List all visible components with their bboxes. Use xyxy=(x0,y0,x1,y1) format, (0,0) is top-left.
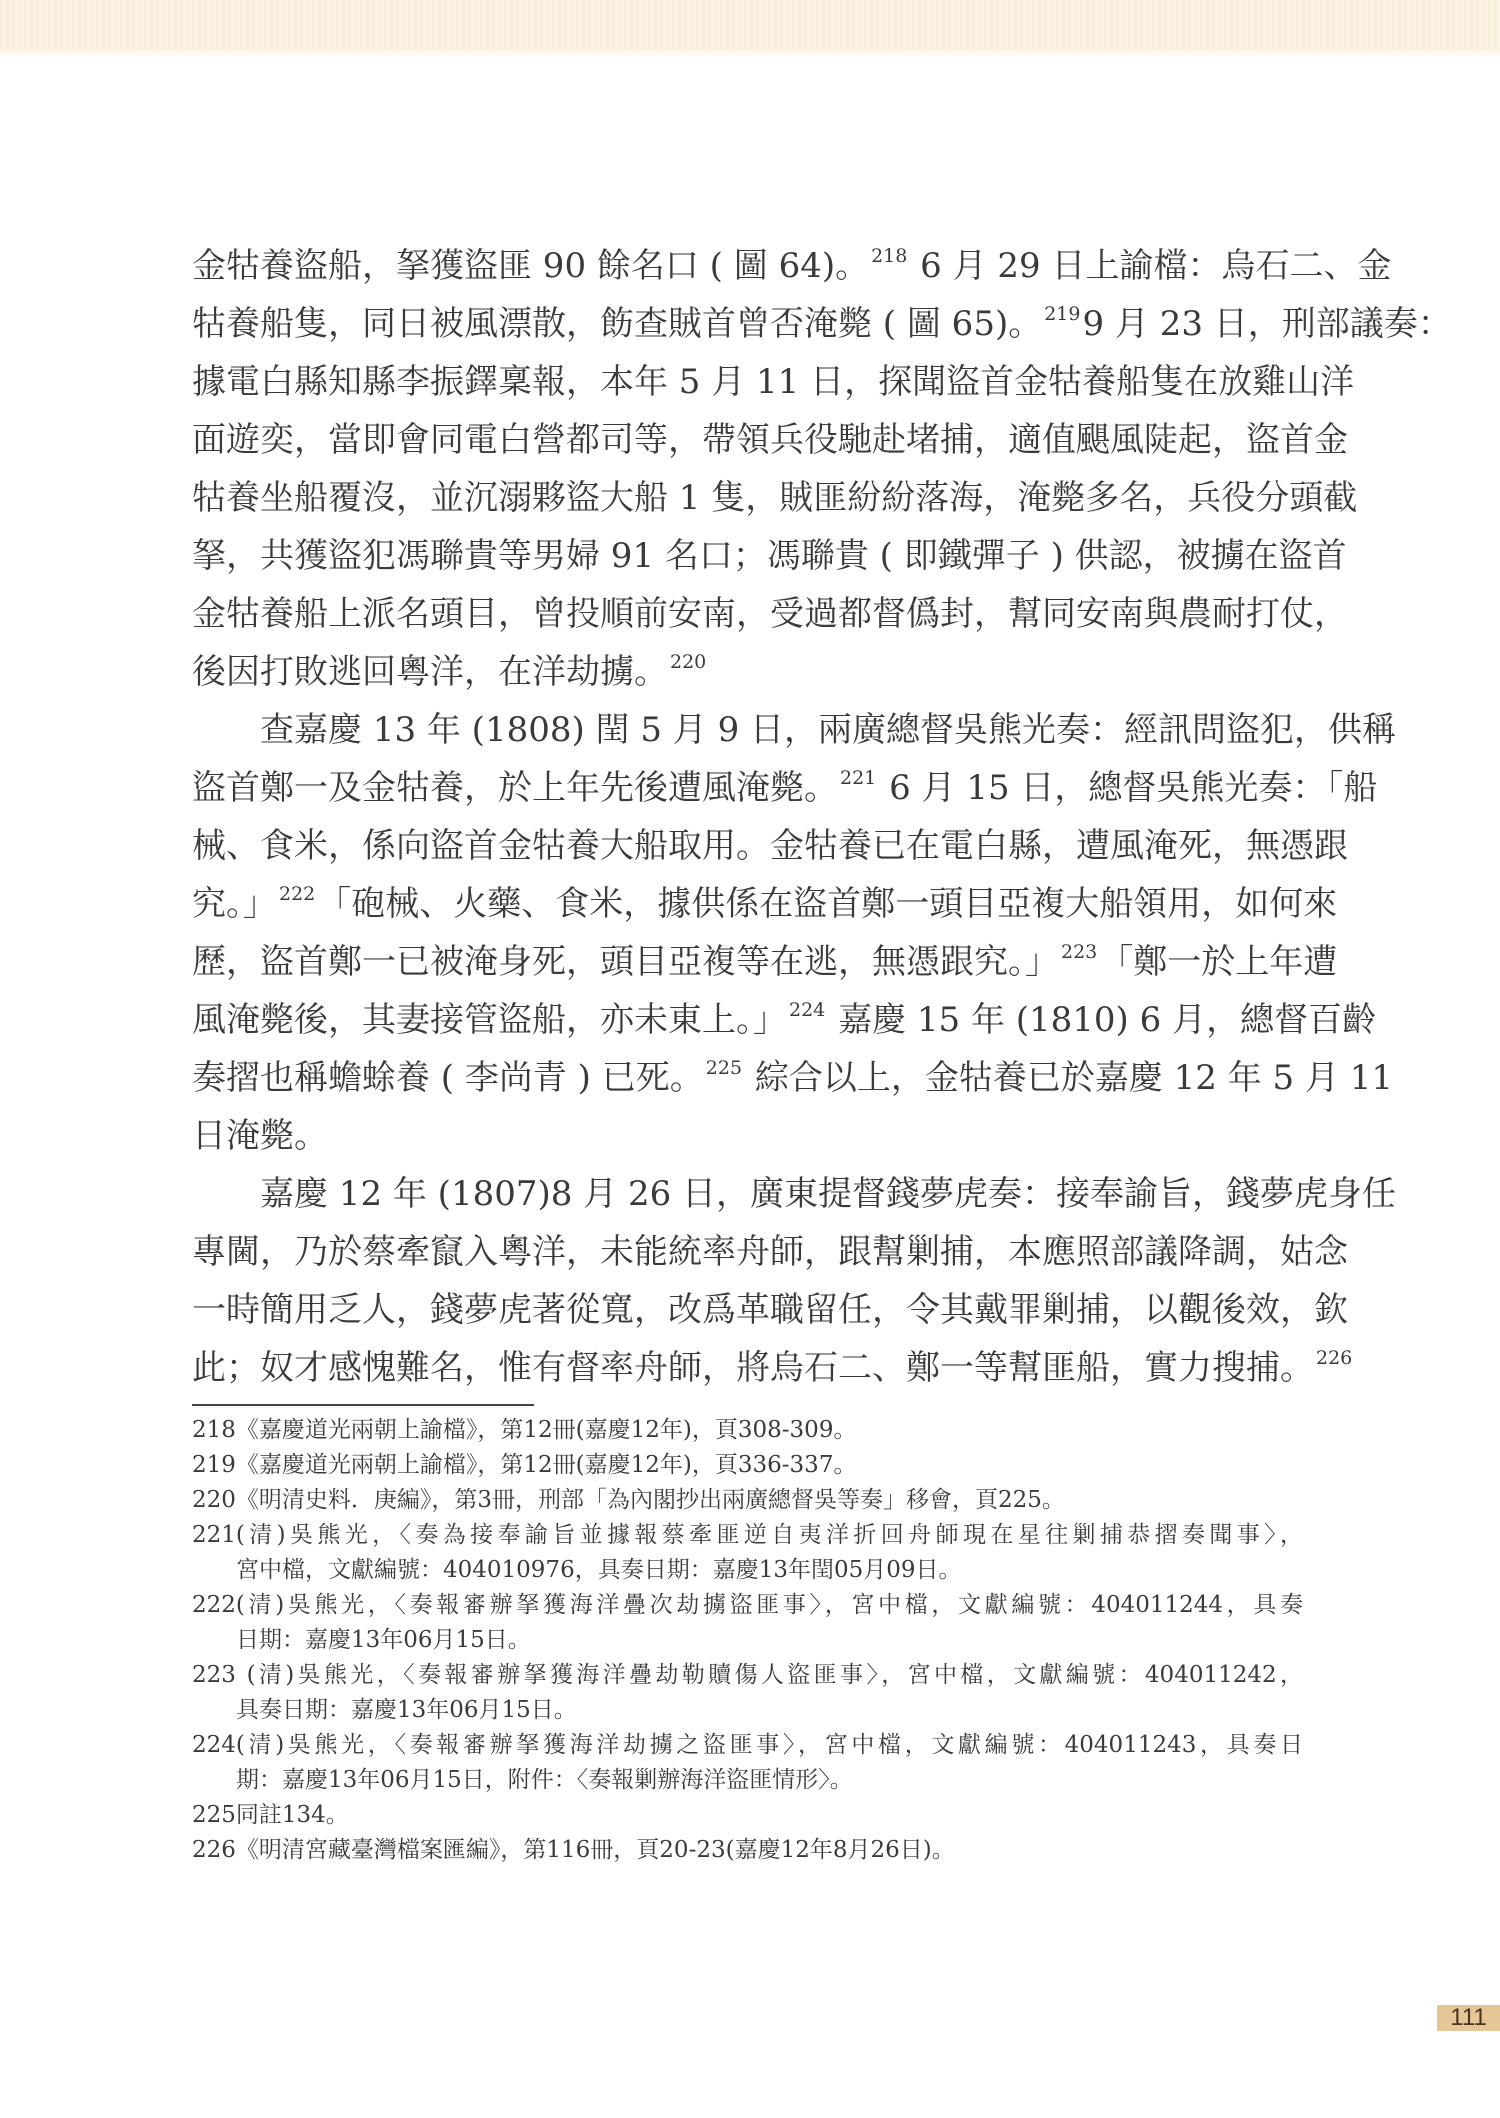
text-line xyxy=(192,295,1452,353)
footnote xyxy=(192,1518,1303,1588)
text-line xyxy=(192,701,1397,759)
text-segment: 盜首鄭一及金牯養，於上年先後遭風淹斃。 xyxy=(192,768,838,808)
text-segment: 金牯養船上派名頭目，曾投順前安南，受過都督僞封，幫同安南與農耐打仗， xyxy=(192,594,1348,634)
text-segment: 後因打敗逃回粵洋，在洋劫擄。 xyxy=(192,652,668,692)
text-segment: 械、食米，係向盜首金牯養大船取用。金牯養已在電白縣，遭風淹死，無憑跟 xyxy=(192,826,1348,866)
footnote-line: 221(清)吳熊光，〈奏為接奉諭旨並據報蔡牽匪逆自夷洋折回舟師現在星往剿捕恭摺奏聞事〉， xyxy=(192,1522,1303,1548)
text-segment: 風淹斃後，其妻接管盜船，亦未東上。」 xyxy=(192,1000,787,1040)
text-line xyxy=(192,933,1338,991)
text-line xyxy=(192,1281,1348,1339)
footnote-ref[interactable]: 224 xyxy=(789,999,826,1021)
footnote-ref[interactable]: 221 xyxy=(840,767,877,789)
text-segment: 面遊奕，當即會同電白營都司等，帶領兵役馳赴堵捕，適值颶風陡起，盜首金 xyxy=(192,420,1348,460)
footnote-line: 225同註134。 xyxy=(192,1802,349,1828)
text-line xyxy=(192,875,1338,933)
footnote xyxy=(192,1833,1303,1868)
footnote-line: 日期：嘉慶13年06月15日。 xyxy=(236,1627,531,1653)
footnote-line: 期：嘉慶13年06月15日，附件：〈奏報剿辦海洋盜匪情形〉。 xyxy=(236,1767,853,1793)
footnote xyxy=(192,1798,1303,1833)
text-segment: 查嘉慶 13 年 (1808) 閏 5 月 9 日，兩廣總督吳熊光奏：經訊問盜犯，供稱 xyxy=(260,710,1397,750)
text-segment: 據電白縣知縣李振鐸稟報，本年 5 月 11 日，探聞盜首金牯養船隻在放雞山洋 xyxy=(192,362,1355,402)
text-segment: 嘉慶 12 年 (1807)8 月 26 日，廣東提督錢夢虎奏：接奉諭旨，錢夢虎身任 xyxy=(260,1174,1397,1214)
text-line xyxy=(192,1049,1394,1107)
text-line xyxy=(192,353,1355,411)
footnote xyxy=(192,1483,1303,1518)
text-line xyxy=(192,585,1348,643)
footnote xyxy=(192,1413,1303,1448)
text-segment: 6 月 15 日，總督吳熊光奏：「船 xyxy=(878,768,1378,808)
footnote xyxy=(192,1588,1303,1658)
footnote-line: 218《嘉慶道光兩朝上諭檔》，第12冊(嘉慶12年)，頁308-309。 xyxy=(192,1417,857,1443)
footnote-ref[interactable]: 218 xyxy=(871,245,908,267)
text-segment: 牯養坐船覆沒，並沉溺夥盜大船 1 隻，賊匪紛紛落海，淹斃多名，兵役分頭截 xyxy=(192,478,1358,518)
paragraph xyxy=(192,701,1397,1165)
page-number: 111 xyxy=(1437,2005,1500,2031)
text-segment: 「砲械、火藥、食米，據供係在盜首鄭一頭目亞複大船領用，如何來 xyxy=(317,884,1338,924)
text-line xyxy=(192,411,1348,469)
footnote-line: 220《明清史料．庚編》，第3冊，刑部「為內閣抄出兩廣總督吳等奏」移會，頁225。 xyxy=(192,1487,1065,1513)
footnote-line: 219《嘉慶道光兩朝上諭檔》，第12冊(嘉慶12年)，頁336-337。 xyxy=(192,1452,857,1478)
paragraph xyxy=(192,237,1452,701)
text-segment: 9 月 23 日，刑部議奏： xyxy=(1082,304,1452,344)
footnote xyxy=(192,1448,1303,1483)
footnote-line: 224(清)吳熊光，〈奏報審辦拏獲海洋劫擄之盜匪事〉，宮中檔，文獻編號：404011243，具奏日 xyxy=(192,1732,1303,1758)
text-line xyxy=(192,469,1358,527)
text-segment: 綜合以上，金牯養已於嘉慶 12 年 5 月 11 xyxy=(744,1058,1394,1098)
footnote-ref[interactable]: 226 xyxy=(1316,1347,1353,1369)
text-segment: 此；奴才感愧難名，惟有督率舟師，將烏石二、鄭一等幫匪船，實力搜捕。 xyxy=(192,1348,1314,1388)
text-segment: 日淹斃。 xyxy=(192,1116,328,1156)
body-text xyxy=(192,237,1452,1397)
text-line xyxy=(192,991,1377,1049)
footnote-line: 226《明清宮藏臺灣檔案匯編》，第116冊，頁20-23(嘉慶12年8月26日)。 xyxy=(192,1837,955,1863)
text-line xyxy=(192,817,1348,875)
text-segment: 金牯養盜船，拏獲盜匪 90 餘名口 ( 圖 64)。 xyxy=(192,246,870,286)
paragraph xyxy=(192,1165,1397,1397)
text-segment: 嘉慶 15 年 (1810) 6 月，總督百齡 xyxy=(827,1000,1377,1040)
footnote-line: 223 (清)吳熊光，〈奏報審辦拏獲海洋疊劫勒贖傷人盜匪事〉，宮中檔，文獻編號：404011242， xyxy=(192,1662,1303,1688)
text-segment: 奏摺也稱蟾蜍養 ( 李尚青 ) 已死。 xyxy=(192,1058,704,1098)
footnotes xyxy=(192,1413,1303,1868)
footnote-ref[interactable]: 222 xyxy=(279,883,316,905)
footnote xyxy=(192,1658,1303,1728)
text-line xyxy=(192,759,1378,817)
text-line xyxy=(192,1165,1397,1223)
text-segment: 一時簡用乏人，錢夢虎著從寬，改爲革職留任，令其戴罪剿捕，以觀後效，欽 xyxy=(192,1290,1348,1330)
text-segment: 「鄭一於上年遭 xyxy=(1099,942,1338,982)
footnote-separator xyxy=(192,1404,534,1406)
text-line xyxy=(192,1339,1353,1397)
footnote-ref[interactable]: 223 xyxy=(1061,941,1098,963)
footnote xyxy=(192,1728,1303,1798)
footnote-line: 宮中檔，文獻編號：404010976，具奏日期：嘉慶13年閏05月09日。 xyxy=(236,1557,962,1583)
text-line xyxy=(192,1107,1303,1165)
footnote-line: 222(清)吳熊光，〈奏報審辦拏獲海洋疊次劫擄盜匪事〉，宮中檔，文獻編號：404011244，具奏 xyxy=(192,1592,1303,1618)
footnote-ref[interactable]: 220 xyxy=(670,651,707,673)
text-line xyxy=(192,1223,1348,1281)
footnote-ref[interactable]: 219 xyxy=(1044,303,1081,325)
text-segment: 究。」 xyxy=(192,884,277,924)
text-segment: 專閫，乃於蔡牽竄入粵洋，未能統率舟師，跟幫剿捕，本應照部議降調，姑念 xyxy=(192,1232,1348,1272)
text-segment: 歷，盜首鄭一已被淹身死，頭目亞複等在逃，無憑跟究。」 xyxy=(192,942,1059,982)
text-line xyxy=(192,237,1392,295)
top-decorative-band xyxy=(0,0,1500,50)
footnote-ref[interactable]: 225 xyxy=(705,1057,743,1079)
text-segment: 6 月 29 日上諭檔：烏石二、金 xyxy=(909,246,1392,286)
text-segment: 拏，共獲盜犯馮聯貴等男婦 91 名口；馮聯貴 ( 即鐵彈子 ) 供認，被擄在盜首 xyxy=(192,536,1347,576)
text-segment: 牯養船隻，同日被風漂散，飭查賊首曾否淹斃 ( 圖 65)。 xyxy=(192,304,1043,344)
footnote-line: 具奏日期：嘉慶13年06月15日。 xyxy=(236,1697,577,1723)
text-line xyxy=(192,643,1303,701)
text-line xyxy=(192,527,1347,585)
